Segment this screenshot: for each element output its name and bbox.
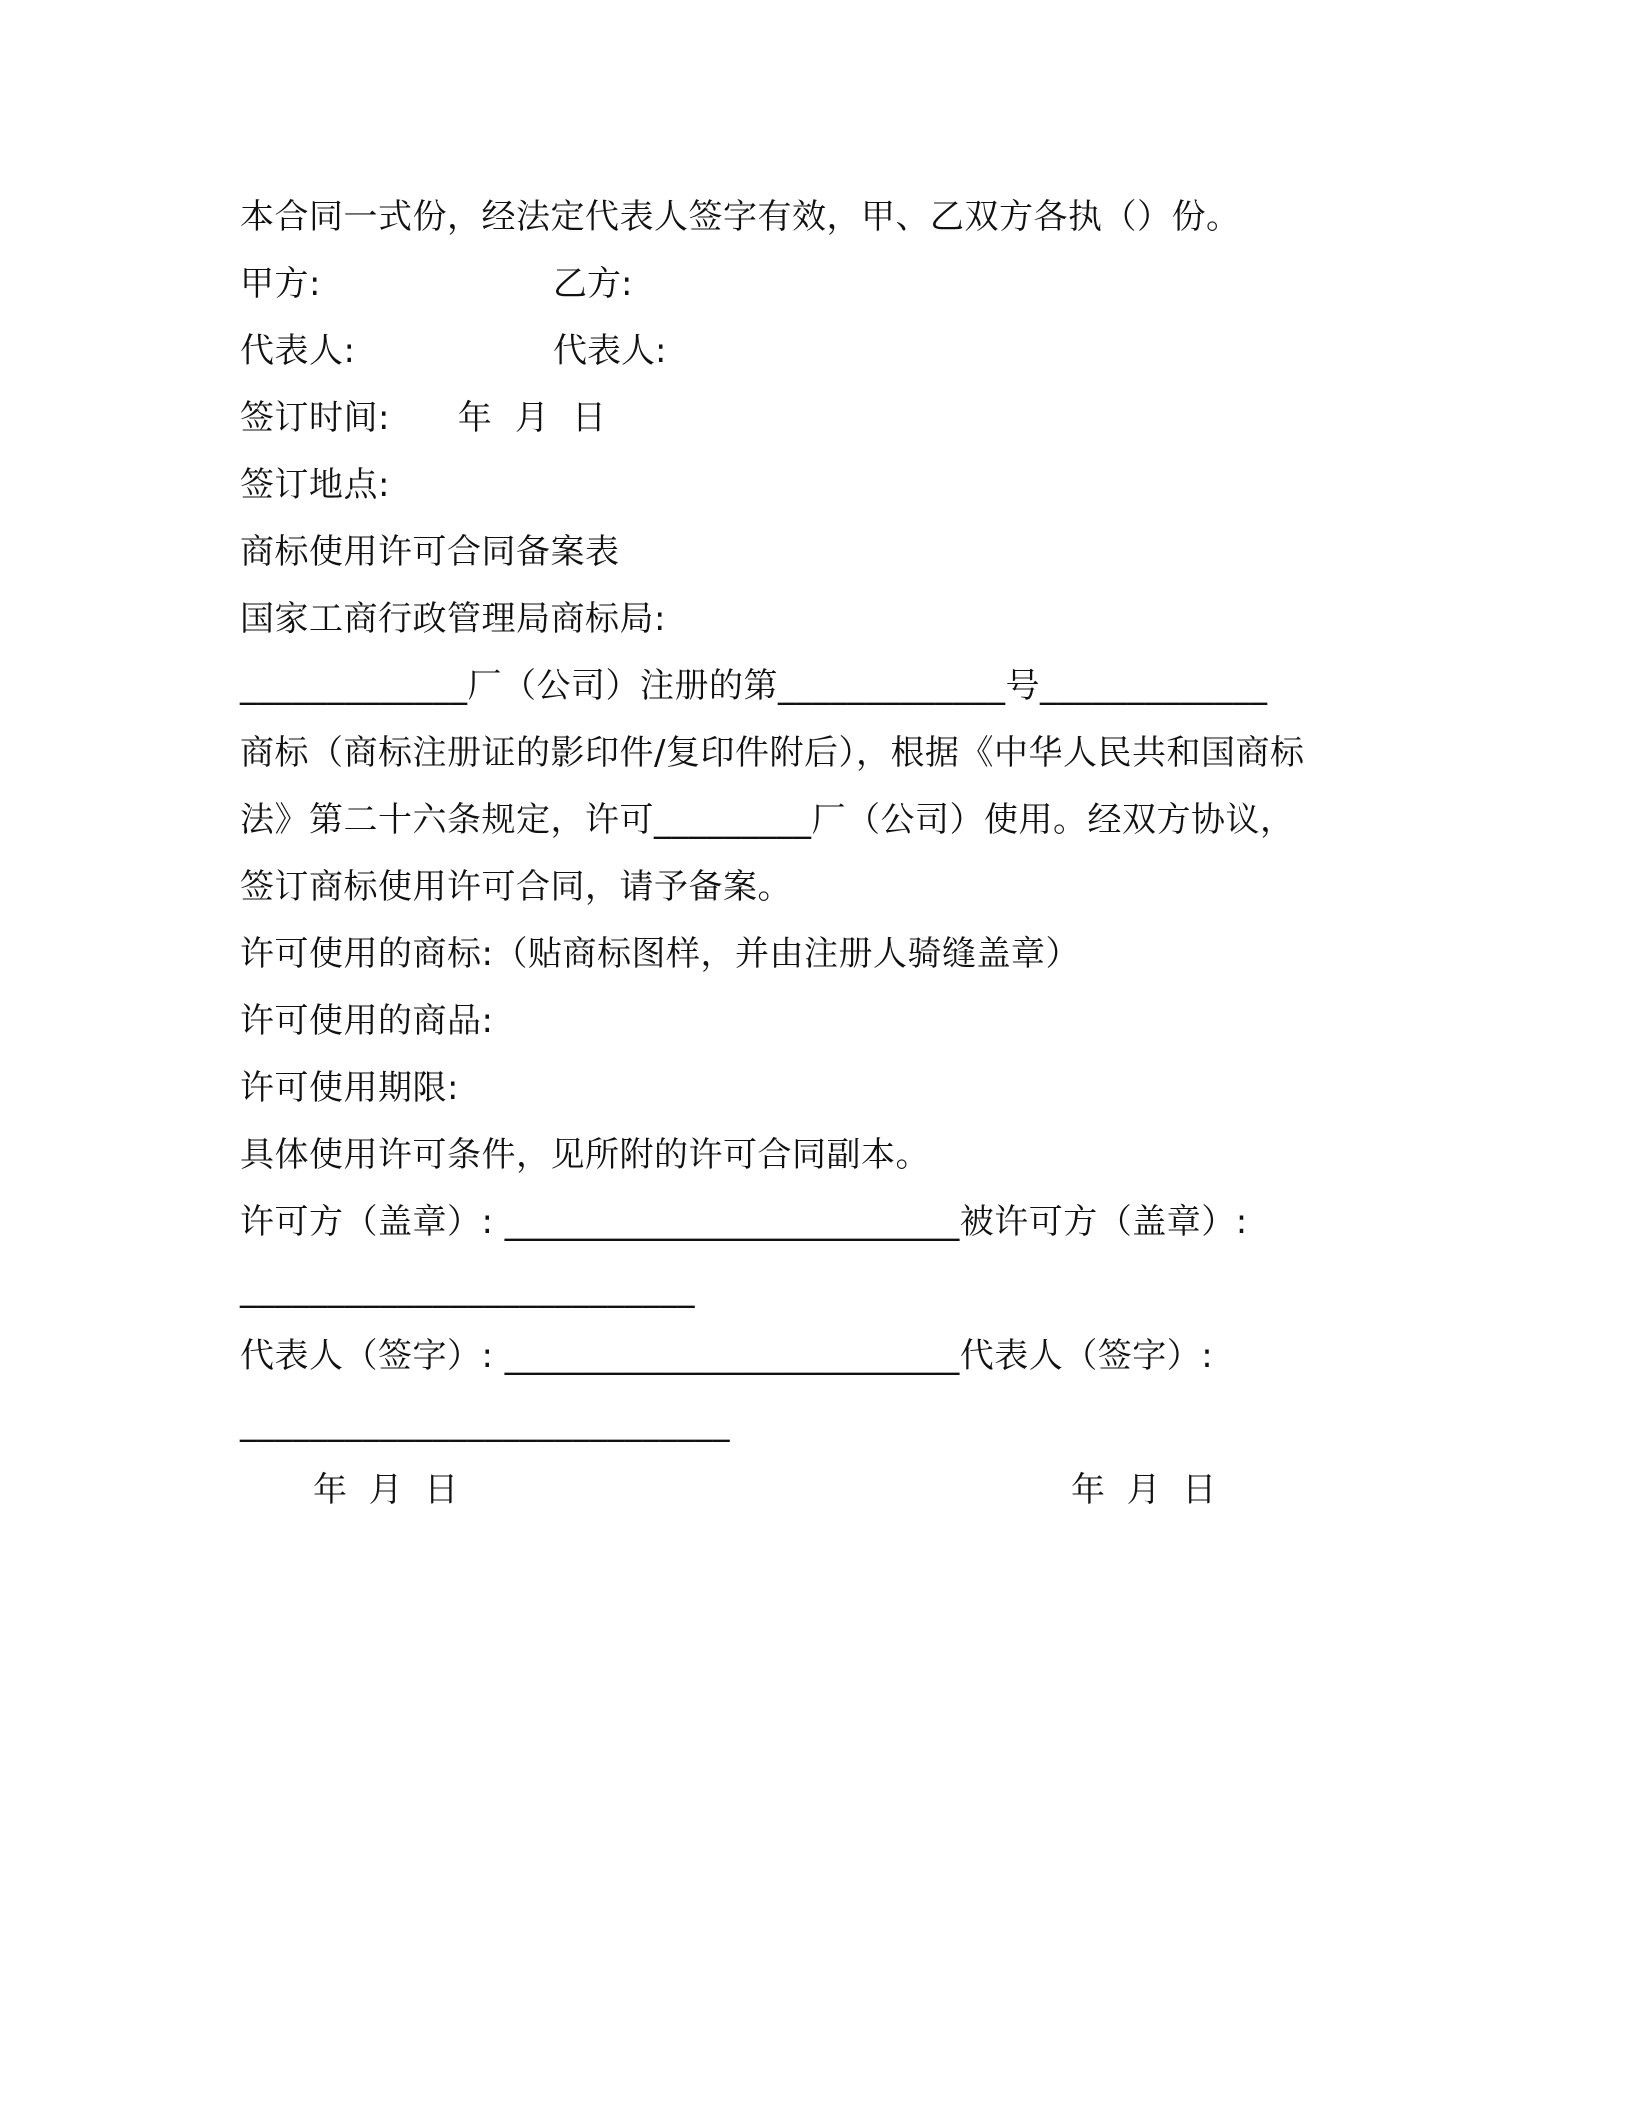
sign-time: 签订时间: 年 月 日 [240, 398, 607, 438]
licensor-seal-line: 许可方（盖章）: __________________________被许可方（盖章）: [240, 1202, 1248, 1242]
party-a-label: 甲方: [240, 264, 321, 304]
conditions: 具体使用许可条件，见所附的许可合同副本。 [240, 1135, 930, 1175]
party-b-label: 乙方: [553, 264, 633, 304]
licensee-seal-blank: __________________________ [240, 1269, 695, 1309]
rep-sign-line: 代表人（签字）: __________________________代表人（签字）: [240, 1336, 1214, 1376]
rep-a-label: 代表人: [240, 331, 356, 371]
body-line-2: 商标（商标注册证的影印件/复印件附后），根据《中华人民共和国商标 [240, 733, 1305, 773]
copies-clause: 本合同一式份，经法定代表人签字有效，甲、乙双方各执（）份。 [240, 197, 1241, 237]
rep-sign-blank: ____________________________ [240, 1403, 730, 1443]
body-line-4: 签订商标使用许可合同，请予备案。 [240, 867, 792, 907]
rep-b-label: 代表人: [553, 331, 667, 371]
licensed-goods: 许可使用的商品: [240, 1001, 494, 1041]
form-title: 商标使用许可合同备案表 [240, 532, 620, 572]
sign-place: 签订地点: [240, 465, 390, 505]
body-line-1: _____________厂（公司）注册的第_____________号_____________ [240, 666, 1268, 706]
license-term: 许可使用期限: [240, 1068, 459, 1108]
addressee: 国家工商行政管理局商标局: [240, 599, 666, 639]
date-right: 年 月 日 [1071, 1470, 1217, 1510]
licensed-mark: 许可使用的商标:（贴商标图样，并由注册人骑缝盖章） [240, 934, 1080, 974]
body-line-3: 法》第二十六条规定，许可_________厂（公司）使用。经双方协议， [240, 800, 1295, 840]
date-left: 年 月 日 [313, 1470, 459, 1510]
